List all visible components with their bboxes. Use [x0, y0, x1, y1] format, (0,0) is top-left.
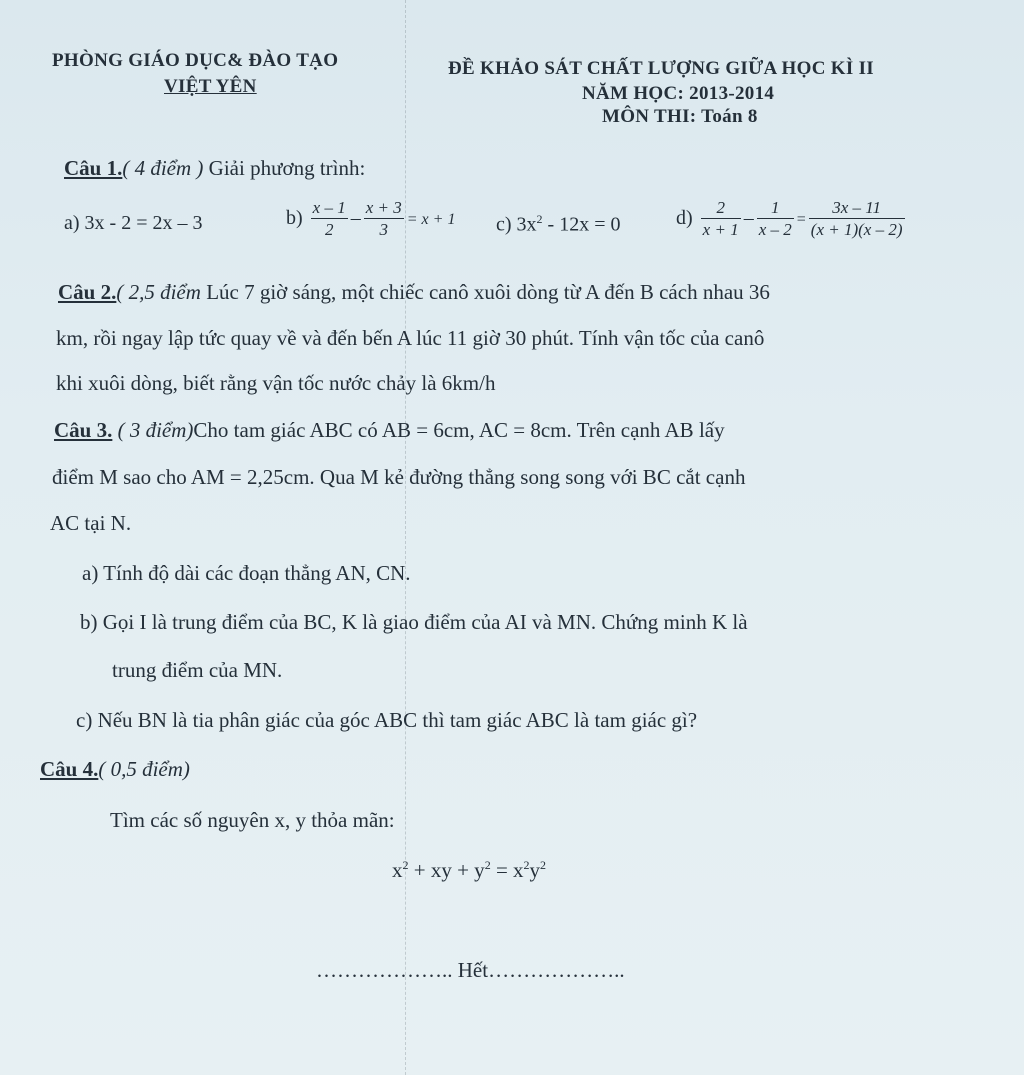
- q4-eq-exp-1: 2: [402, 858, 409, 872]
- q1-part-c: [496, 212, 621, 237]
- q1-text: Giải phương trình:: [203, 156, 366, 180]
- q1-d-fraction-2: $\frac{1}{x - 2}$: [758, 198, 792, 239]
- q1-points: ( 4 điểm ): [122, 156, 204, 180]
- q4-equation: [392, 858, 546, 883]
- q4-label: Câu 4.: [40, 757, 99, 781]
- school-name: PHÒNG GIÁO DỤC& ĐÀO TẠO: [52, 50, 339, 71]
- q1-b-fraction-1: $\frac{x - 1}{2}$: [312, 198, 346, 239]
- q1-part-d: [676, 198, 908, 241]
- q3-line-1: [54, 418, 725, 443]
- q4-text: Tìm các số nguyên x, y thỏa mãn:: [110, 808, 395, 832]
- q2-line-2: km, rồi ngay lập tức quay về và đến bến A lúc 11 giờ 30 phút. Tính vận tốc của canô: [56, 326, 765, 350]
- q4-eq-exp-3: 2: [523, 858, 530, 872]
- paper-fold-line: [402, 0, 409, 1075]
- q1-part-a: a) 3x - 2 = 2x – 3: [64, 212, 203, 234]
- q3-part-c: c) Nếu BN là tia phân giác của góc ABC thì tam giác ABC là tam giác gì?: [76, 708, 698, 732]
- q4-eq-exp-2: 2: [484, 858, 491, 872]
- q4-eq-part-2: = x: [490, 858, 524, 882]
- q2-label: Câu 2.: [58, 280, 117, 304]
- q1-d-equals: =: [796, 211, 806, 229]
- q1-c-rest: - 12x = 0: [542, 213, 621, 236]
- q2-line-1: [58, 280, 770, 305]
- q4-heading: [40, 757, 190, 782]
- q1-d-prefix: d): [676, 207, 693, 230]
- q4-points: ( 0,5 điểm): [98, 757, 190, 781]
- exam-title: ĐỀ KHẢO SÁT CHẤT LƯỢNG GIỮA HỌC KÌ II: [448, 58, 875, 79]
- q2-points: ( 2,5 điểm: [116, 280, 201, 304]
- q1-c-prefix: c) 3x: [496, 213, 537, 236]
- school-year: NĂM HỌC: 2013-2014: [582, 83, 775, 104]
- q4-eq-x: x: [392, 858, 403, 882]
- q3-text-1: Cho tam giác ABC có AB = 6cm, AC = 8cm. Trên cạnh AB lấy: [193, 418, 725, 442]
- q4-eq-exp-4: 2: [540, 858, 547, 872]
- q1-part-b: [286, 198, 455, 241]
- q3-part-b-1: b) Gọi I là trung điểm của BC, K là giao điểm của AI và MN. Chứng minh K là: [80, 610, 748, 634]
- q1-b-minus: –: [350, 207, 361, 230]
- q3-line-3: AC tại N.: [50, 511, 132, 535]
- q3-points: ( 3 điểm): [112, 418, 194, 442]
- q3-part-a: a) Tính độ dài các đoạn thẳng AN, CN.: [82, 561, 411, 585]
- q1-b-prefix: b): [286, 207, 303, 230]
- q1-d-fraction-1: $\frac{2}{x + 1}$: [702, 198, 739, 239]
- end-marker: ……………….. Hết………………..: [316, 958, 625, 982]
- q2-line-3: khi xuôi dòng, biết rằng vận tốc nước chảy là 6km/h: [56, 371, 496, 395]
- q1-c-exponent: 2: [536, 212, 543, 226]
- q3-line-2: điểm M sao cho AM = 2,25cm. Qua M kẻ đường thẳng song song với BC cắt cạnh: [52, 465, 746, 489]
- q4-eq-part-1: + xy + y: [408, 858, 485, 882]
- q1-label: Câu 1.: [64, 156, 123, 180]
- q4-eq-y: y: [529, 858, 541, 882]
- district-name: VIỆT YÊN: [164, 76, 257, 97]
- subject: MÔN THI: Toán 8: [602, 106, 758, 127]
- q1-b-fraction-2: $\frac{x + 3}{3}$: [365, 198, 402, 239]
- q1-d-fraction-3: $\frac{3x - 11}{(x + 1)(x - 2)}$: [810, 198, 903, 239]
- q1-b-rhs: = x + 1: [406, 211, 456, 229]
- q1-heading: [64, 156, 365, 181]
- q1-d-minus: –: [743, 207, 754, 230]
- q3-label: Câu 3.: [54, 418, 113, 442]
- q2-text-1: Lúc 7 giờ sáng, một chiếc canô xuôi dòng từ A đến B cách nhau 36: [200, 280, 770, 304]
- q3-part-b-2: trung điểm của MN.: [112, 658, 283, 682]
